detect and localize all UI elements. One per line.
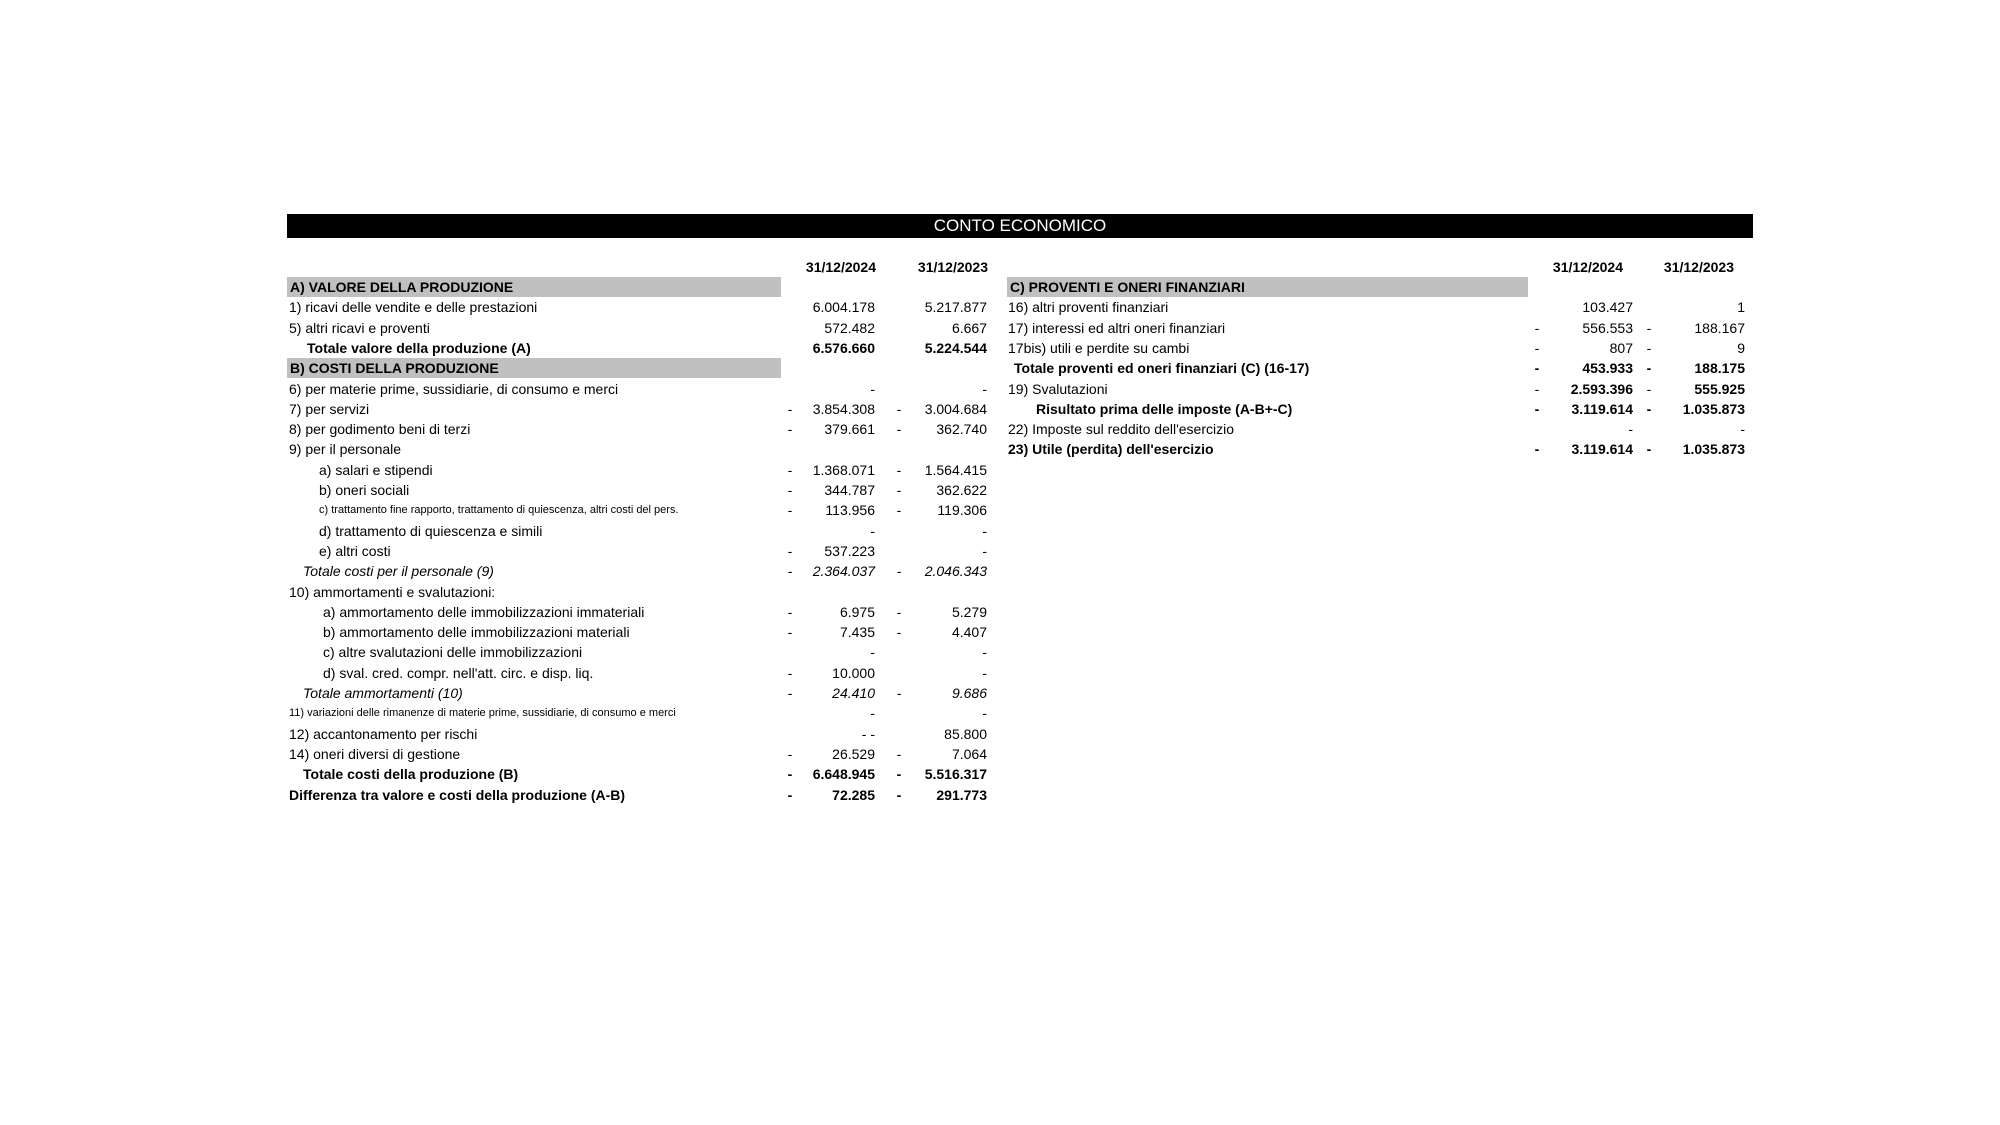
- table-row: [289, 419, 1001, 439]
- table-row: [289, 683, 1001, 703]
- table-row: [289, 703, 1001, 723]
- dash-marker: -: [1534, 360, 1540, 377]
- dash-marker: -: [787, 542, 793, 559]
- table-row: [289, 399, 1001, 419]
- value-2023: 9.686: [951, 685, 987, 701]
- dash-marker: -: [1646, 319, 1652, 336]
- dash-marker: -: [896, 603, 902, 620]
- row-label: c) trattamento fine rapporto, trattamento di quiescenza, altri costi del pers.: [319, 504, 679, 517]
- table-row: [289, 439, 1001, 459]
- dash-marker: -: [1534, 441, 1540, 458]
- row-label: Differenza tra valore e costi della produzione (A-B): [289, 786, 626, 803]
- dash-marker: -: [787, 786, 793, 803]
- value-2024: 379.661: [824, 421, 875, 438]
- value-2023: 1.035.873: [1682, 441, 1745, 458]
- dash-marker: -: [896, 461, 902, 478]
- row-label: A) VALORE DELLA PRODUZIONE: [287, 277, 781, 297]
- value-2023: 362.740: [936, 421, 987, 438]
- column-header-2023-right: 31/12/2023: [1663, 259, 1734, 275]
- dash-marker: -: [1534, 380, 1540, 397]
- value-2024: 10.000: [832, 664, 875, 681]
- table-row: [1008, 439, 1753, 459]
- row-label: Totale ammortamenti (10): [303, 685, 463, 701]
- dash-marker: -: [896, 766, 902, 783]
- value-2023: 5.279: [951, 603, 987, 620]
- dash-marker: -: [896, 502, 902, 519]
- value-2024: 344.787: [824, 482, 875, 498]
- row-label: 19) Svalutazioni: [1008, 380, 1108, 397]
- value-2024: 2.364.037: [812, 563, 875, 580]
- table-row: [289, 582, 1001, 602]
- dash-marker: -: [787, 502, 793, 519]
- value-2024: -: [870, 522, 875, 539]
- value-2024: 453.933: [1582, 360, 1633, 377]
- value-2024: 556.553: [1582, 319, 1633, 336]
- table-row: [289, 318, 1001, 338]
- value-2023: -: [982, 644, 987, 661]
- value-2024: -: [1628, 421, 1633, 438]
- table-row: [289, 297, 1001, 317]
- row-label: 11) variazioni delle rimanenze di materie prime, sussidiarie, di consumo e merci: [289, 707, 676, 720]
- row-label: 17bis) utili e perdite su cambi: [1008, 339, 1190, 356]
- row-label: b) ammortamento delle immobilizzazioni materiali: [323, 624, 630, 641]
- dash-marker: -: [1646, 339, 1652, 356]
- row-label: a) salari e stipendi: [319, 461, 433, 478]
- dash-marker: -: [896, 685, 902, 701]
- dash-marker: -: [1534, 339, 1540, 356]
- section-header: [1008, 277, 1753, 297]
- value-2023: 5.224.544: [924, 339, 987, 356]
- table-row: [289, 764, 1001, 784]
- row-label: 8) per godimento beni di terzi: [289, 421, 471, 438]
- value-2024: 3.119.614: [1571, 441, 1633, 458]
- value-2024: 7.435: [839, 624, 875, 641]
- row-label: B) COSTI DELLA PRODUZIONE: [287, 358, 781, 378]
- table-row: [289, 663, 1001, 683]
- value-2023: 362.622: [936, 482, 987, 498]
- dash-marker: -: [787, 563, 793, 580]
- row-label: Totale costi della produzione (B): [303, 766, 519, 783]
- value-2023: -: [982, 522, 987, 539]
- table-row: [289, 561, 1001, 581]
- value-2023: -: [982, 380, 987, 397]
- dash-marker: -: [787, 766, 793, 783]
- value-2023: 119.306: [937, 502, 987, 519]
- row-label: 14) oneri diversi di gestione: [289, 745, 461, 762]
- value-2023: 2.046.343: [924, 563, 987, 580]
- value-2023: 291.773: [936, 786, 987, 803]
- row-label: 17) interessi ed altri oneri finanziari: [1008, 319, 1226, 336]
- value-2023: 188.167: [1694, 319, 1745, 336]
- row-label: 9) per il personale: [289, 441, 402, 458]
- dash-marker: -: [1646, 360, 1652, 377]
- table-row: [289, 602, 1001, 622]
- table-row: [289, 622, 1001, 642]
- table-row: [289, 379, 1001, 399]
- row-label: 16) altri proventi finanziari: [1008, 299, 1169, 316]
- dash-marker: -: [1534, 319, 1540, 336]
- value-2024: -: [870, 644, 875, 661]
- value-2024: 72.285: [832, 786, 875, 803]
- value-2023: 4.407: [951, 624, 987, 641]
- dash-marker: -: [896, 563, 902, 580]
- dash-marker: -: [787, 421, 793, 438]
- table-row: [289, 541, 1001, 561]
- dash-marker: -: [787, 624, 793, 641]
- value-2024: -: [870, 705, 875, 722]
- table-row: [1008, 419, 1753, 439]
- value-2023: 188.175: [1694, 360, 1745, 377]
- table-row: [289, 744, 1001, 764]
- row-label: Totale valore della produzione (A): [307, 339, 531, 356]
- row-label: 5) altri ricavi e proventi: [289, 319, 430, 336]
- row-label: b) oneri sociali: [319, 482, 410, 498]
- value-2023: -: [982, 542, 987, 559]
- value-2023: -: [982, 664, 987, 681]
- table-row: [1008, 358, 1753, 378]
- value-2024: 807: [1609, 339, 1633, 356]
- table-row: [289, 642, 1001, 662]
- value-2024: 26.529: [832, 745, 875, 762]
- value-2024: 3.119.614: [1571, 400, 1633, 417]
- row-label: 6) per materie prime, sussidiarie, di consumo e merci: [289, 380, 619, 397]
- table-row: [289, 338, 1001, 358]
- value-2024: 1.368.071: [812, 461, 875, 478]
- value-2023: 7.064: [951, 745, 987, 762]
- value-2024: 537.223: [824, 542, 875, 559]
- row-label: 1) ricavi delle vendite e delle prestazioni: [289, 299, 538, 316]
- row-label: Risultato prima delle imposte (A-B+-C): [1036, 400, 1293, 417]
- value-2023: 3.004.684: [924, 400, 987, 417]
- value-2024: 113.956: [825, 502, 875, 519]
- table-row: [289, 500, 1001, 520]
- value-2023: 85.800: [944, 725, 987, 742]
- table-row: [1008, 297, 1753, 317]
- page-title: CONTO ECONOMICO: [287, 214, 1753, 238]
- dash-marker: -: [896, 400, 902, 417]
- row-label: d) sval. cred. compr. nell'att. circ. e disp. liq.: [323, 664, 594, 681]
- value-2024: 3.854.308: [812, 400, 875, 417]
- value-2023: 555.925: [1694, 380, 1745, 397]
- dash-marker: -: [896, 745, 902, 762]
- value-2024: 2.593.396: [1570, 380, 1633, 397]
- row-label: d) trattamento di quiescenza e simili: [319, 522, 543, 539]
- value-2023: 1.564.415: [924, 461, 987, 478]
- dash-marker: -: [787, 685, 793, 701]
- section-header: [289, 358, 1001, 378]
- dash-marker: -: [896, 624, 902, 641]
- table-row: [289, 724, 1001, 744]
- row-label: Totale proventi ed oneri finanziari (C) (16-17): [1014, 360, 1310, 377]
- row-label: 22) Imposte sul reddito dell'esercizio: [1008, 421, 1235, 438]
- value-2024: 103.427: [1582, 299, 1633, 316]
- value-2023: 1.035.873: [1682, 400, 1745, 417]
- value-2024: 572.482: [824, 319, 875, 336]
- row-label: Totale costi per il personale (9): [303, 563, 494, 580]
- column-header-2023-left: 31/12/2023: [917, 259, 988, 275]
- dash-marker: -: [896, 482, 902, 498]
- dash-marker: -: [787, 482, 793, 498]
- table-row: [289, 480, 1001, 500]
- value-2023: 5.516.317: [924, 766, 987, 783]
- row-label: 12) accantonamento per rischi: [289, 725, 478, 742]
- section-header: [289, 277, 1001, 297]
- row-label: e) altri costi: [319, 542, 391, 559]
- table-row: [1008, 379, 1753, 399]
- row-label: 7) per servizi: [289, 400, 370, 417]
- value-2024: 6.648.945: [812, 766, 875, 783]
- value-2023: 5.217.877: [924, 299, 987, 316]
- dash-marker: -: [787, 461, 793, 478]
- row-label: c) altre svalutazioni delle immobilizzazioni: [323, 644, 583, 661]
- dash-marker: -: [896, 421, 902, 438]
- table-row: [1008, 318, 1753, 338]
- value-2024: 6.004.178: [812, 299, 875, 316]
- column-header-2024-right: 31/12/2024: [1552, 259, 1623, 275]
- dash-marker: -: [787, 400, 793, 417]
- value-2023: 6.667: [951, 319, 987, 336]
- dash-marker: -: [787, 664, 793, 681]
- row-label: a) ammortamento delle immobilizzazioni immateriali: [323, 603, 645, 620]
- dash-marker: -: [1534, 400, 1540, 417]
- dash-marker: -: [1646, 441, 1652, 458]
- value-2024: -: [870, 380, 875, 397]
- value-2024: 6.975: [839, 603, 875, 620]
- value-2023: 9: [1737, 339, 1745, 356]
- value-2023: 1: [1737, 299, 1745, 316]
- value-2024: 6.576.660: [812, 339, 875, 356]
- dash-marker: -: [787, 745, 793, 762]
- dash-marker: -: [1646, 400, 1652, 417]
- value-2023: -: [1740, 421, 1745, 438]
- column-header-2024-left: 31/12/2024: [805, 259, 876, 275]
- table-row: [289, 785, 1001, 805]
- dash-marker: -: [896, 786, 902, 803]
- table-row: [1008, 338, 1753, 358]
- table-row: [1008, 399, 1753, 419]
- value-2023: -: [982, 705, 987, 722]
- table-row: [289, 460, 1001, 480]
- dash-marker: -: [1646, 380, 1652, 397]
- row-label: C) PROVENTI E ONERI FINANZIARI: [1007, 277, 1528, 297]
- row-label: 10) ammortamenti e svalutazioni:: [289, 583, 496, 600]
- table-row: [289, 521, 1001, 541]
- value-2024: 24.410: [832, 685, 875, 701]
- dash-marker: -: [787, 603, 793, 620]
- row-label: 23) Utile (perdita) dell'esercizio: [1008, 441, 1214, 458]
- value-2024: - -: [861, 725, 875, 742]
